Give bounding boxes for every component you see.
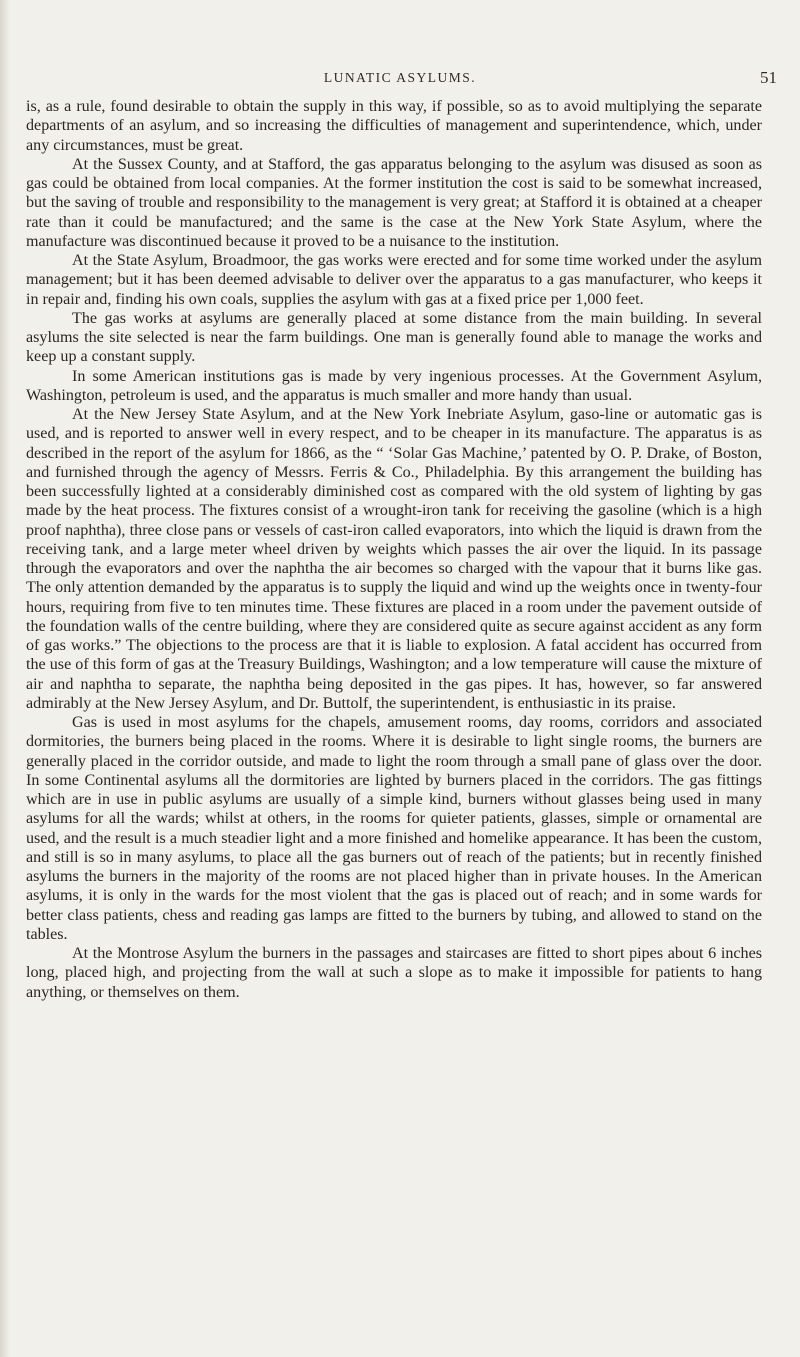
paragraph: The gas works at asylums are generally placed at some distance from the main building. In several asylums the site selected is near the farm buildings. One man is generally found able to manage the works and keep up a constant supply. xyxy=(26,309,762,366)
page-header xyxy=(0,70,800,94)
page-number: 51 xyxy=(760,68,777,87)
paragraph: At the Montrose Asylum the burners in the passages and staircases are fitted to short pipes about 6 inches long, placed high, and projecting from the wall at such a slope as to make it impossible for patients to hang anything, or themselves on them. xyxy=(26,945,762,1001)
paragraph: In some American institutions gas is made by very ingenious processes. At the Government Asylum, Washington, petroleum is used, and the apparatus is much smaller and more handy than usual. xyxy=(26,367,762,404)
paragraph: At the Sussex County, and at Stafford, the gas apparatus belonging to the asylum was disused as soon as gas could be obtained from local companies. At the former institution the cost is said to be somewhat increased, but the saving of trouble and responsibility to the management is very great; at Stafford it is obtained at a cheaper rate than it could be manufactured; and the same is the case at the New York State Asylum, where the manufacture was discontinued because it proved to be a nuisance to the institution. xyxy=(26,155,762,250)
paragraph: Gas is used in most asylums for the chapels, amusement rooms, day rooms, corridors and associated dormitories, the burners being placed in the rooms. Where it is desirable to light single rooms, the burners are generally placed in the corridor outside, and made to light the room through a small pane of glass over the door. In some Continental asylums all the dormitories are lighted by burners placed in the corridors. The gas fittings which are in use in public asylums are usually of a simple kind, burners without glasses being used in many asylums for all the wards; whilst at others, in the rooms for quieter patients, glasses, simple or ornamental are used, and the result is a much steadier light and a more finished and homelike appearance. It has been the custom, and still is so in many asylums, to place all the gas burners out of reach of the patients; but in recently finished asylums the burners in the majority of the rooms are not placed higher than in private houses. In the American asylums, it is only in the wards for the most violent that the gas is placed out of reach; and in some wards for better class patients, chess and reading gas lamps are fitted to the burners by tubing, and allowed to stand on the tables. xyxy=(26,714,762,943)
paragraph: At the New Jersey State Asylum, and at the New York Inebriate Asylum, gaso-line or automatic gas is used, and is reported to answer well in every respect, and to be cheaper in its manufacture. The apparatus is as described in the report of the asylum for 1866, as the “ ‘Solar Gas Machine,’ patented by O. P. Drake, of Boston, and furnished through the agency of Messrs. Ferris & Co., Philadelphia. By this arrangement the building has been successfully lighted at a considerably diminished cost as compared with the old system of lighting by gas made by the heat process. The fixtures consist of a wrought-iron tank for receiving the gasoline (which is a high proof naphtha), three close pans or vessels of cast-iron called evaporators, into which the liquid is drawn from the receiving tank, and a large meter wheel driven by weights which passes the air over the liquid. In its passage through the evaporators and over the naphtha the air becomes so charged with the vapour that it burns like gas. The only attention demanded by the apparatus is to supply the liquid and wind up the weights once in twenty-four hours, requiring from five to ten minutes time. These fixtures are placed in a room under the pavement outside of the foundation walls of the centre building, where they are considered quite as secure against accident as any form of gas works.” The objections to the process are that it is liable to explosion. A fatal accident has occurred from the use of this form of gas at the Treasury Buildings, Washington; and a low temperature will cause the mixture of air and naphtha to separate, the naphtha being deposited in the gas pipes. It has, however, so far answered admirably at the New Jersey Asylum, and Dr. Buttolf, the superintendent, is enthusiastic in its praise. xyxy=(26,406,763,712)
binding-shadow xyxy=(0,0,10,1357)
paragraph: At the State Asylum, Broadmoor, the gas works were erected and for some time worked under the asylum management; but it has been deemed advisable to deliver over the apparatus to a gas manufacturer, who keeps it in repair and, finding his own coals, supplies the asylum with gas at a fixed price per 1,000 feet. xyxy=(26,252,762,308)
body-text xyxy=(26,97,762,1002)
paragraph: is, as a rule, found desirable to obtain the supply in this way, if possible, so as to avoid multiplying the separate departments of an asylum, and so increasing the difficulties of management and superintendence, which, under any circumstances, must be great. xyxy=(26,98,762,154)
running-head: LUNATIC ASYLUMS. xyxy=(323,70,477,85)
